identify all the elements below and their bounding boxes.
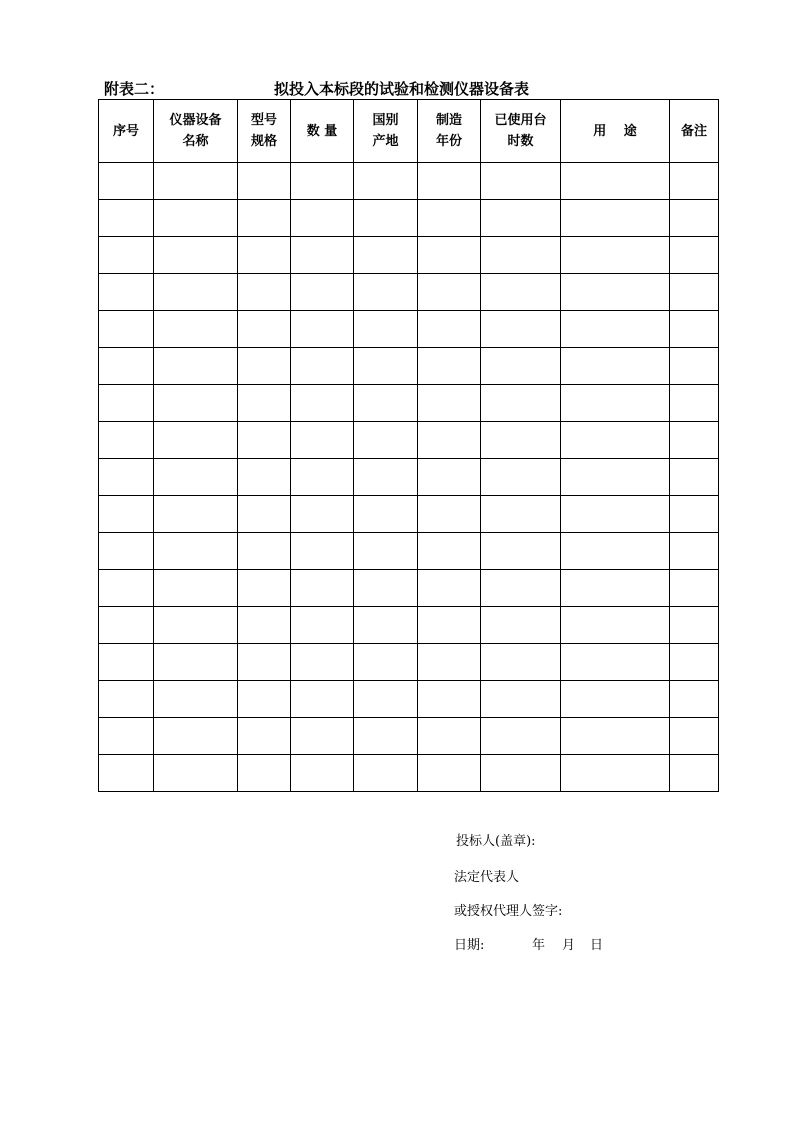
table-cell[interactable]: [481, 755, 561, 792]
table-row: [99, 459, 719, 496]
table-row: [99, 755, 719, 792]
table-cell[interactable]: [154, 200, 238, 237]
table-cell[interactable]: [561, 607, 670, 644]
table-row: [99, 681, 719, 718]
table-cell[interactable]: [670, 459, 719, 496]
table-header-row: [99, 100, 719, 163]
table-cell[interactable]: [561, 755, 670, 792]
table-cell[interactable]: [354, 311, 418, 348]
table-cell[interactable]: [238, 200, 291, 237]
table-cell[interactable]: [561, 681, 670, 718]
table-cell[interactable]: [291, 755, 354, 792]
table-cell[interactable]: [561, 274, 670, 311]
table-cell[interactable]: [561, 459, 670, 496]
equipment-table: [98, 99, 719, 792]
table-cell[interactable]: [561, 385, 670, 422]
date-day: 日: [590, 938, 604, 953]
table-cell[interactable]: [99, 755, 154, 792]
table-cell[interactable]: [99, 644, 154, 681]
table-cell[interactable]: [418, 533, 481, 570]
table-cell[interactable]: [561, 718, 670, 755]
table-cell[interactable]: [354, 200, 418, 237]
table-cell[interactable]: [561, 200, 670, 237]
date-month: 月: [562, 938, 576, 953]
table-cell[interactable]: [418, 570, 481, 607]
table-cell[interactable]: [418, 644, 481, 681]
table-cell[interactable]: [238, 533, 291, 570]
table-cell[interactable]: [481, 163, 561, 200]
table-row: [99, 607, 719, 644]
table-cell[interactable]: [354, 644, 418, 681]
table-cell[interactable]: [670, 274, 719, 311]
table-cell[interactable]: [238, 607, 291, 644]
table-cell[interactable]: [418, 200, 481, 237]
table-cell[interactable]: [354, 718, 418, 755]
table-cell[interactable]: [561, 237, 670, 274]
date-year: 年: [532, 938, 546, 953]
table-row: [99, 533, 719, 570]
table-cell[interactable]: [238, 311, 291, 348]
table-cell[interactable]: [291, 422, 354, 459]
table-cell[interactable]: [99, 607, 154, 644]
table-cell[interactable]: [354, 533, 418, 570]
table-row: [99, 163, 719, 200]
table-cell[interactable]: [238, 644, 291, 681]
table-cell[interactable]: [99, 385, 154, 422]
table-cell[interactable]: [418, 496, 481, 533]
table-cell[interactable]: [99, 496, 154, 533]
table-cell[interactable]: [238, 570, 291, 607]
table-cell[interactable]: [670, 533, 719, 570]
table-cell[interactable]: [418, 755, 481, 792]
table-cell[interactable]: [99, 200, 154, 237]
table-cell[interactable]: [354, 274, 418, 311]
table-cell[interactable]: [354, 422, 418, 459]
table-cell[interactable]: [561, 533, 670, 570]
table-cell[interactable]: [99, 533, 154, 570]
document-title: 拟投入本标段的试验和检测仪器设备表: [274, 80, 530, 98]
table-cell[interactable]: [238, 681, 291, 718]
heading-row: [104, 78, 724, 100]
table-cell[interactable]: [154, 496, 238, 533]
table-cell[interactable]: [154, 311, 238, 348]
table-cell[interactable]: [99, 422, 154, 459]
table-cell[interactable]: [670, 607, 719, 644]
table-cell[interactable]: [561, 348, 670, 385]
table-cell[interactable]: [670, 496, 719, 533]
table-row: [99, 718, 719, 755]
table-cell[interactable]: [354, 681, 418, 718]
table-cell[interactable]: [154, 607, 238, 644]
table-cell[interactable]: [291, 200, 354, 237]
table-row: [99, 237, 719, 274]
table-cell[interactable]: [354, 755, 418, 792]
table-cell[interactable]: [99, 237, 154, 274]
table-cell[interactable]: [291, 607, 354, 644]
table-cell[interactable]: [238, 496, 291, 533]
table-cell[interactable]: [291, 718, 354, 755]
table-cell[interactable]: [154, 644, 238, 681]
table-cell[interactable]: [291, 348, 354, 385]
table-cell[interactable]: [418, 385, 481, 422]
header-origin: 国别 产地: [354, 100, 418, 163]
table-cell[interactable]: [354, 385, 418, 422]
table-cell[interactable]: [481, 422, 561, 459]
table-cell[interactable]: [481, 459, 561, 496]
header-quantity: 数 量: [291, 100, 354, 163]
table-cell[interactable]: [354, 163, 418, 200]
header-hours-used: 已使用台 时数: [481, 100, 561, 163]
table-cell[interactable]: [418, 718, 481, 755]
legal-representative-label: 法定代表人: [454, 870, 520, 885]
table-row: [99, 311, 719, 348]
table-cell[interactable]: [154, 570, 238, 607]
table-cell[interactable]: [238, 459, 291, 496]
table-cell[interactable]: [99, 718, 154, 755]
header-manufacture-year: 制造 年份: [418, 100, 481, 163]
table-cell[interactable]: [291, 385, 354, 422]
table-cell[interactable]: [670, 681, 719, 718]
table-cell[interactable]: [481, 718, 561, 755]
table-cell[interactable]: [291, 163, 354, 200]
table-cell[interactable]: [561, 422, 670, 459]
table-cell[interactable]: [561, 644, 670, 681]
table-cell[interactable]: [291, 681, 354, 718]
table-cell[interactable]: [154, 459, 238, 496]
table-cell[interactable]: [481, 681, 561, 718]
table-cell[interactable]: [154, 274, 238, 311]
table-cell[interactable]: [154, 422, 238, 459]
table-cell[interactable]: [238, 755, 291, 792]
table-cell[interactable]: [418, 348, 481, 385]
table-cell[interactable]: [481, 385, 561, 422]
table-cell[interactable]: [99, 348, 154, 385]
table-row: [99, 422, 719, 459]
table-cell[interactable]: [99, 311, 154, 348]
appendix-label: 附表二：: [104, 80, 165, 98]
header-purpose: 用 途: [561, 100, 670, 163]
table-cell[interactable]: [670, 570, 719, 607]
table-cell[interactable]: [481, 607, 561, 644]
table-cell[interactable]: [238, 385, 291, 422]
table-cell[interactable]: [561, 496, 670, 533]
table-cell[interactable]: [99, 274, 154, 311]
table-cell[interactable]: [354, 237, 418, 274]
table-cell[interactable]: [354, 459, 418, 496]
table-cell[interactable]: [238, 422, 291, 459]
table-cell[interactable]: [670, 422, 719, 459]
table-cell[interactable]: [291, 274, 354, 311]
table-row: [99, 644, 719, 681]
table-cell[interactable]: [154, 385, 238, 422]
table-cell[interactable]: [238, 348, 291, 385]
table-cell[interactable]: [418, 163, 481, 200]
table-cell[interactable]: [154, 755, 238, 792]
table-cell[interactable]: [418, 274, 481, 311]
table-cell[interactable]: [291, 644, 354, 681]
table-cell[interactable]: [481, 274, 561, 311]
date-label: 日期:: [454, 938, 485, 953]
table-row: [99, 385, 719, 422]
table-cell[interactable]: [481, 570, 561, 607]
table-cell[interactable]: [418, 459, 481, 496]
table-cell[interactable]: [481, 237, 561, 274]
table-cell[interactable]: [481, 311, 561, 348]
table-cell[interactable]: [291, 496, 354, 533]
table-cell[interactable]: [354, 496, 418, 533]
table-cell[interactable]: [291, 570, 354, 607]
table-cell[interactable]: [354, 570, 418, 607]
table-cell[interactable]: [481, 200, 561, 237]
table-cell[interactable]: [418, 681, 481, 718]
table-cell[interactable]: [670, 348, 719, 385]
table-row: [99, 348, 719, 385]
table-cell[interactable]: [670, 200, 719, 237]
table-body: [99, 163, 719, 792]
table-cell[interactable]: [418, 422, 481, 459]
table-cell[interactable]: [481, 533, 561, 570]
table-cell[interactable]: [238, 718, 291, 755]
table-cell[interactable]: [154, 681, 238, 718]
table-cell[interactable]: [99, 459, 154, 496]
table-cell[interactable]: [238, 163, 291, 200]
table-cell[interactable]: [99, 681, 154, 718]
table-cell[interactable]: [418, 607, 481, 644]
authorized-agent-label: 或授权代理人签字:: [454, 904, 563, 919]
table-cell[interactable]: [670, 311, 719, 348]
table-cell[interactable]: [481, 496, 561, 533]
table-cell[interactable]: [291, 311, 354, 348]
table-cell[interactable]: [291, 533, 354, 570]
header-model-spec: 型号 规格: [238, 100, 291, 163]
table-cell[interactable]: [670, 718, 719, 755]
table-cell[interactable]: [670, 237, 719, 274]
header-equipment-name: 仪器设备 名称: [154, 100, 238, 163]
table-cell[interactable]: [481, 348, 561, 385]
table-cell[interactable]: [481, 644, 561, 681]
table-cell[interactable]: [154, 237, 238, 274]
table-cell[interactable]: [670, 163, 719, 200]
table-cell[interactable]: [670, 755, 719, 792]
table-cell[interactable]: [354, 348, 418, 385]
table-row: [99, 496, 719, 533]
table-cell[interactable]: [291, 459, 354, 496]
table-cell[interactable]: [418, 237, 481, 274]
table-cell[interactable]: [154, 163, 238, 200]
table-cell[interactable]: [238, 274, 291, 311]
table-cell[interactable]: [291, 237, 354, 274]
header-remarks: 备注: [670, 100, 719, 163]
table-cell[interactable]: [154, 533, 238, 570]
table-cell[interactable]: [561, 311, 670, 348]
header-index: 序号: [99, 100, 154, 163]
table-cell[interactable]: [354, 607, 418, 644]
table-cell[interactable]: [670, 385, 719, 422]
table-cell[interactable]: [154, 348, 238, 385]
table-cell[interactable]: [418, 311, 481, 348]
table-cell[interactable]: [238, 237, 291, 274]
table-cell[interactable]: [670, 644, 719, 681]
table-cell[interactable]: [99, 163, 154, 200]
table-row: [99, 200, 719, 237]
table-cell[interactable]: [154, 718, 238, 755]
bidder-seal-label: 投标人(盖章):: [456, 834, 536, 849]
table-cell[interactable]: [99, 570, 154, 607]
table-cell[interactable]: [561, 570, 670, 607]
table-cell[interactable]: [561, 163, 670, 200]
table-row: [99, 570, 719, 607]
table-row: [99, 274, 719, 311]
